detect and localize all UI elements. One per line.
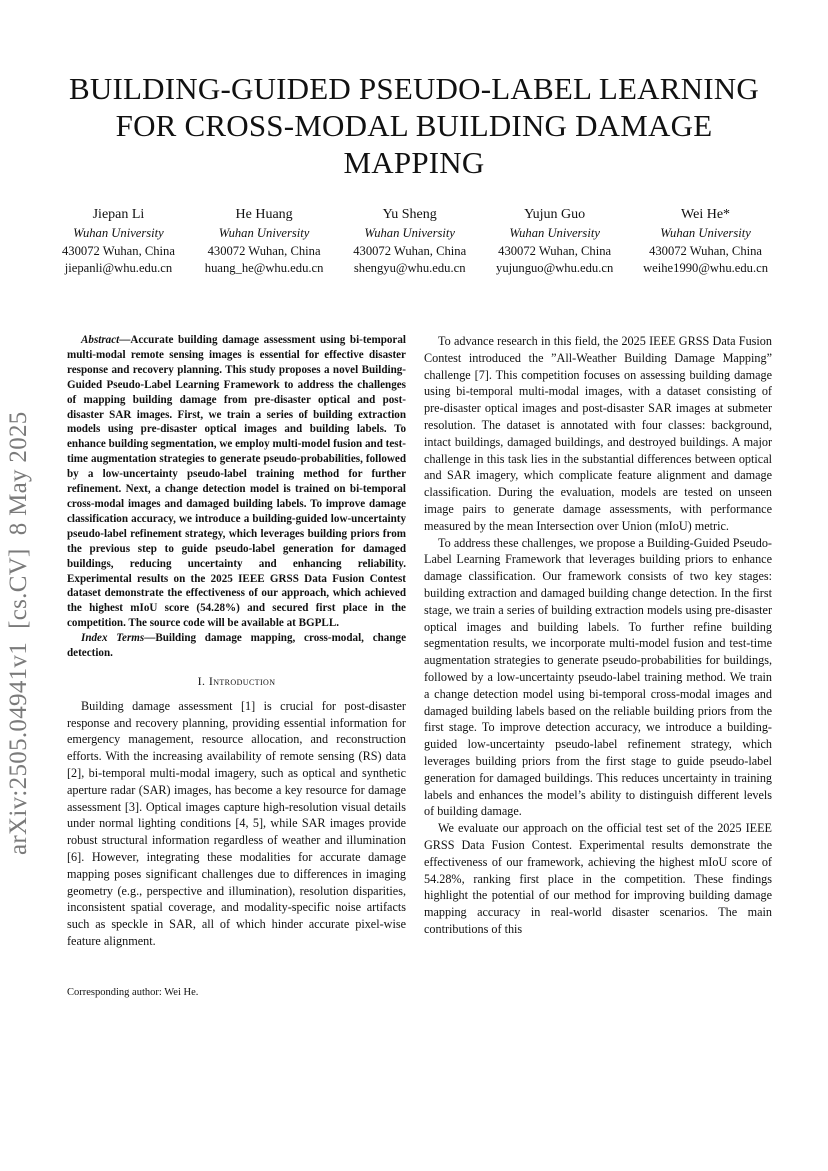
author-block	[353, 205, 466, 278]
author-block	[496, 205, 613, 278]
arxiv-stamp: arXiv:2505.04941v1 [cs.CV] 8 May 2025	[5, 411, 32, 855]
right-column	[424, 333, 772, 938]
author-address: 430072 Wuhan, China	[353, 243, 467, 258]
section-number: I.	[197, 673, 209, 688]
author-email: weihe1990@whu.edu.cn	[643, 261, 768, 275]
body-paragraph: To advance research in this field, the 2025 IEEE GRSS Data Fusion Contest introduced the ”All-Weather Building Damage Mapping” challenge [7]. This competition focuses on assessing building damage using bi-temporal multi-modal images, with a dataset consisting of pre-disaster optical images and post-disaster SAR images at submeter resolution. The dataset is annotated with four classes: background, intact buildings, damaged buildings, and destroyed buildings. A major challenge in this task lies in the substantial differences between optical and SAR imagery, which complicate feature alignment and damage classification. During the evaluation, models are tested on unseen image pairs to generate damage assessments, with performance measured by the mean Intersection over Union (mIoU) metric.	[424, 334, 772, 533]
author-email: huang_he@whu.edu.cn	[204, 261, 324, 275]
paper-title: BUILDING-GUIDED PSEUDO-LABEL LEARNING FOR CROSS-MODAL BUILDING DAMAGE MAPPING	[69, 71, 759, 180]
author-email: jiepanli@whu.edu.cn	[64, 261, 173, 275]
author-name: Yujun Guo	[524, 207, 586, 222]
author-list	[62, 205, 768, 278]
abstract-label: Abstract	[81, 334, 120, 346]
author-affiliation: Wuhan University	[660, 226, 751, 240]
author-name: Wei He*	[681, 207, 731, 222]
intro-paragraph: Building damage assessment [1] is crucial for post-disaster response and recovery planning, providing essential information for emergency management, resource allocation, and reconstruction efforts. With the increasing availability of remote sensing (RS) data [2], bi-temporal multi-modal imagery, such as optical and synthetic aperture radar (SAR) images, has become a key resource for damage assessment [3]. Optical images capture high-resolution visual details under normal lighting conditions [4, 5], while SAR images provide robust structural information regardless of weather and illumination [6]. However, integrating these modalities for accurate damage mapping poses significant challenges due to differences in imaging geometry (e.g., perspective and illumination), resolution disparities, inconsistent spatial coverage, and modality-specific noise artifacts such as speckle in SAR, all of which hinder accurate pixel-wise feature alignment.	[67, 698, 406, 948]
author-name: Jiepan Li	[92, 207, 145, 222]
left-column	[67, 333, 406, 950]
author-email: yujunguo@whu.edu.cn	[496, 261, 614, 275]
author-address: 430072 Wuhan, China	[62, 243, 175, 258]
author-address: 430072 Wuhan, China	[498, 243, 612, 258]
abstract	[67, 333, 406, 631]
author-affiliation: Wuhan University	[218, 226, 310, 240]
index-terms	[67, 631, 406, 661]
index-terms-text: —Building damage mapping, cross-modal, change detection.	[67, 632, 406, 660]
section-title: Introduction	[208, 673, 276, 688]
footnote: Corresponding author: Wei He.	[67, 987, 199, 998]
author-name: Yu Sheng	[382, 207, 437, 222]
abstract-text: —Accurate building damage assessment using bi-temporal multi-modal remote sensing images is essential for effective disaster response and recovery planning. This study proposes a novel Building-Guided Pseudo-Label Learning Framework to address the challenges of mapping building damage from pre-disaster optical and post-disaster SAR images. First, we train a series of building extraction models using pre-disaster optical images and building labels. To enhance building segmentation, we employ multi-model fusion and test-time augmentation strategies to generate pseudo-probabilities, followed by a low-uncertainty pseudo-label training method for further refinement. Next, a change detection model is trained on bi-temporal cross-modal images and damaged building labels. To improve damage classification accuracy, we introduce a building-guided low-uncertainty pseudo-label refinement strategy, which leverages building priors from the previous step to guide pseudo-label generation for damaged buildings, reducing uncertainty and enhancing reliability. Experimental results on the 2025 IEEE GRSS Data Fusion Contest dataset demonstrate the effectiveness of our approach, which achieved the highest mIoU score (54.28%) and secured first place in the competition. The source code will be available at BGPLL.	[67, 334, 406, 630]
author-address: 430072 Wuhan, China	[649, 243, 763, 258]
author-name: He Huang	[235, 207, 293, 222]
author-affiliation: Wuhan University	[73, 226, 164, 240]
author-block	[205, 205, 324, 278]
section-heading	[67, 673, 406, 690]
body-paragraph: We evaluate our approach on the official test set of the 2025 IEEE GRSS Data Fusion Contest. Experimental results demonstrate the effectiveness of our framework, achieving the highest mIoU score of 54.28%, ranking first place in the competition. These findings highlight the potential of our method for improving building damage mapping accuracy in real-world disaster scenarios. The main contributions of this	[424, 821, 772, 936]
index-terms-label: Index Terms	[81, 632, 145, 645]
body-paragraph: To address these challenges, we propose a Building-Guided Pseudo-Label Learning Framework that leverages building priors to enhance damage classification. Our framework consists of two key stages: building extraction and damaged building change detection. In the first stage, we train a series of building extraction models using pre-disaster optical images and building labels. To further refine building segmentation results, we incorporate multi-model fusion and test-time augmentation strategies to generate pseudo-probabilities for buildings, followed by a low-uncertainty pseudo-label training method. We train a change detection model using bi-temporal cross-modal images and damaged building labels based on the reliable building priors from the first stage. To improve detection accuracy, we introduce a building-guided low-uncertainty pseudo-label refinement strategy, which leverages building priors from the first stage to guide pseudo-label generation for damaged buildings. This reduces uncertainty in training labels and enhances the model’s ability to distinguish different levels of building damage.	[424, 535, 772, 819]
author-block	[643, 205, 768, 278]
author-email: shengyu@whu.edu.cn	[353, 261, 466, 275]
author-address: 430072 Wuhan, China	[207, 243, 321, 258]
author-block	[62, 205, 175, 278]
author-affiliation: Wuhan University	[364, 226, 455, 240]
author-affiliation: Wuhan University	[509, 226, 600, 240]
